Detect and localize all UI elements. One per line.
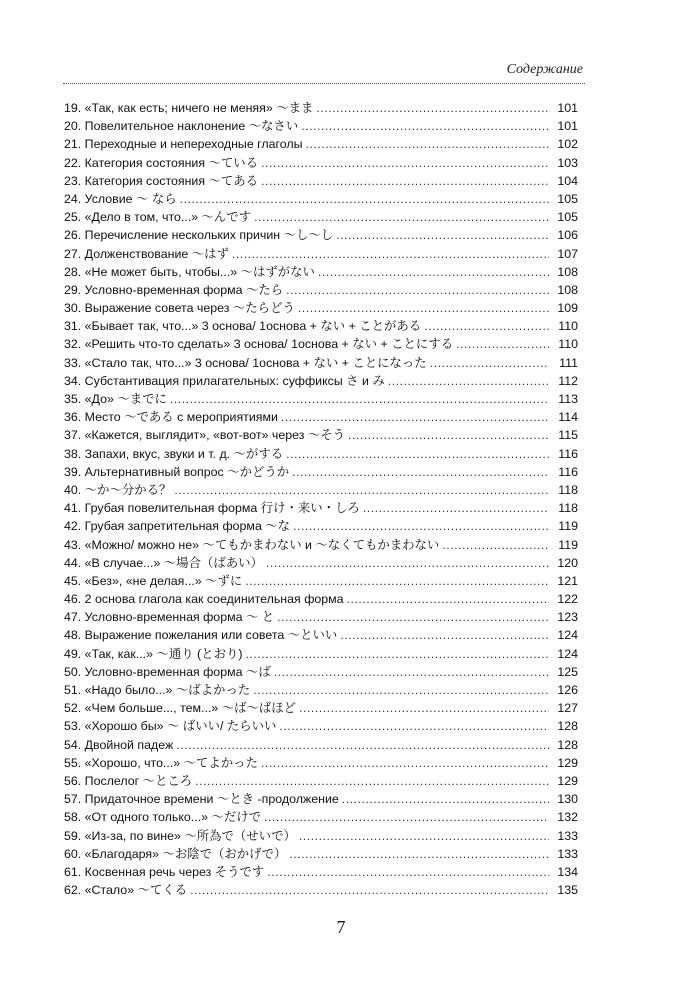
table-of-contents [64, 99, 578, 899]
toc-entry [64, 208, 578, 226]
toc-entry-title: 45. «Без», «не делая...» 〜ずに [64, 573, 243, 588]
toc-entry-title: 20. Повелительное наклонение 〜なさい [64, 119, 299, 134]
toc-dot-leader [347, 590, 549, 608]
toc-entry [64, 772, 578, 790]
toc-dot-leader [299, 827, 549, 845]
toc-dot-leader [306, 135, 549, 153]
toc-entry-title: 59. «Из-за, по вине» 〜所為で（せいで） [64, 828, 296, 843]
toc-entry-title: 44. «В случае...» 〜場合（ばあい） [64, 555, 263, 570]
toc-entry-page: 105 [557, 210, 578, 225]
toc-dot-leader [176, 736, 549, 754]
toc-entry-page: 114 [558, 410, 578, 425]
toc-entry-page: 122 [557, 592, 578, 607]
toc-entry [64, 317, 578, 335]
toc-entry-title: 21. Переходные и непереходные глаголы [64, 137, 303, 152]
toc-entry [64, 172, 578, 190]
toc-entry-title: 40. 〜か〜分かる？ [64, 482, 172, 497]
toc-entry [64, 536, 578, 554]
toc-entry-page: 129 [557, 755, 578, 770]
toc-entry [64, 717, 578, 735]
toc-entry-page: 108 [557, 282, 578, 297]
toc-entry-title: 26. Перечисление нескольких причин 〜し〜し [64, 228, 334, 243]
toc-dot-leader [289, 845, 549, 863]
toc-dot-leader [340, 626, 549, 644]
toc-entry-title: 48. Выражение пожелания или совета 〜といい [64, 628, 338, 643]
toc-dot-leader [299, 699, 549, 717]
toc-dot-leader [316, 99, 549, 117]
toc-entry [64, 845, 578, 863]
toc-entry-page: 134 [557, 864, 578, 879]
toc-entry-page: 124 [557, 628, 578, 643]
page-number: 7 [336, 917, 346, 937]
toc-entry-page: 120 [557, 555, 578, 570]
toc-dot-leader [456, 335, 549, 353]
toc-dot-leader [293, 517, 549, 535]
toc-dot-leader [430, 354, 549, 372]
toc-entry [64, 245, 578, 263]
toc-entry-title: 52. «Чем больше..., тем...» 〜ば〜ばほど [64, 701, 297, 716]
toc-entry [64, 881, 578, 899]
toc-dot-leader [195, 772, 549, 790]
toc-entry-page: 128 [557, 737, 578, 752]
toc-entry [64, 299, 578, 317]
toc-entry-page: 123 [557, 610, 578, 625]
toc-entry-page: 103 [557, 155, 578, 170]
toc-entry-title: 56. Послелог 〜ところ [64, 773, 193, 788]
toc-entry [64, 426, 578, 444]
toc-entry [64, 517, 578, 535]
toc-entry-page: 133 [557, 846, 578, 861]
toc-dot-leader [266, 554, 549, 572]
toc-entry [64, 354, 578, 372]
toc-dot-leader [292, 463, 549, 481]
toc-dot-leader [348, 426, 549, 444]
toc-entry [64, 372, 578, 390]
toc-entry-title: 34. Субстантивация прилагательных: суффиксы さ и み [64, 373, 385, 388]
toc-entry [64, 754, 578, 772]
toc-entry [64, 154, 578, 172]
toc-entry [64, 645, 578, 663]
toc-entry-page: 118 [558, 501, 578, 516]
toc-entry-page: 132 [557, 810, 578, 825]
toc-entry-title: 57. Придаточное времени 〜とき -продолжение [64, 792, 339, 807]
toc-entry-page: 111 [559, 355, 578, 370]
toc-entry [64, 554, 578, 572]
toc-entry-title: 39. Альтернативный вопрос 〜かどうか [64, 464, 290, 479]
toc-entry-page: 110 [558, 319, 578, 334]
toc-entry-title: 33. «Стало так, что...» 3 основа/ 1основа + ない + ことになった [64, 355, 427, 370]
toc-entry-title: 35. «До» 〜までに [64, 392, 167, 406]
toc-entry-page: 129 [557, 773, 578, 788]
toc-entry-page: 106 [557, 228, 578, 243]
toc-dot-leader [245, 572, 549, 590]
toc-entry-title: 24. Условие 〜 なら [64, 191, 177, 206]
toc-dot-leader [190, 881, 549, 899]
toc-entry-page: 128 [557, 719, 578, 734]
toc-entry-page: 118 [558, 482, 578, 497]
toc-entry-page: 126 [557, 683, 578, 697]
toc-entry [64, 736, 578, 754]
toc-entry [64, 190, 578, 208]
toc-entry-page: 110 [558, 337, 578, 352]
toc-entry [64, 463, 578, 481]
toc-dot-leader [253, 681, 549, 699]
toc-entry-title: 42. Грубая запретительная форма 〜な [64, 519, 291, 534]
toc-dot-leader [245, 645, 549, 663]
toc-entry [64, 590, 578, 608]
toc-dot-leader [388, 372, 549, 390]
toc-entry [64, 499, 578, 517]
toc-entry [64, 263, 578, 281]
toc-entry-page: 119 [558, 519, 578, 534]
toc-entry-page: 121 [557, 573, 578, 588]
toc-entry-page: 101 [557, 119, 578, 134]
toc-entry-title: 25. «Дело в том, что...» 〜んです [64, 210, 252, 225]
toc-dot-leader [336, 226, 549, 244]
toc-dot-leader [277, 608, 549, 626]
toc-entry [64, 790, 578, 808]
toc-entry-title: 29. Условно-временная форма 〜たら [64, 282, 284, 297]
toc-entry-page: 108 [557, 264, 578, 279]
toc-entry-title: 41. Грубая повелительная форма 行け・来い・しろ [64, 501, 360, 516]
toc-entry [64, 863, 578, 881]
toc-dot-leader [442, 536, 549, 554]
toc-dot-leader [232, 245, 549, 263]
toc-dot-leader [274, 663, 549, 681]
toc-entry-page: 101 [557, 101, 578, 115]
toc-entry-title: 30. Выражение совета через 〜たらどう [64, 301, 295, 316]
header-title: Содержание [506, 62, 583, 77]
toc-dot-leader [342, 790, 549, 808]
toc-entry-page: 116 [558, 446, 578, 461]
toc-dot-leader [174, 481, 549, 499]
toc-entry-page: 119 [558, 537, 578, 552]
toc-entry [64, 827, 578, 845]
toc-dot-leader [298, 299, 549, 317]
toc-entry-page: 105 [557, 191, 578, 206]
toc-entry-page: 125 [557, 664, 578, 679]
toc-entry [64, 445, 578, 463]
toc-entry [64, 608, 578, 626]
toc-entry [64, 808, 578, 826]
header-dotted-rule [63, 83, 585, 84]
toc-entry [64, 135, 578, 153]
toc-dot-leader [363, 499, 549, 517]
toc-entry-title: 28. «Не может быть, чтобы...» 〜はずがない [64, 264, 315, 279]
toc-entry-page: 133 [557, 828, 578, 843]
toc-entry-title: 27. Долженствование 〜はず [64, 246, 229, 261]
toc-dot-leader [286, 281, 549, 299]
toc-entry [64, 390, 578, 408]
toc-entry-title: 60. «Благодаря» 〜お陰で（おかげで） [64, 846, 287, 861]
toc-entry-title: 51. «Надо было...» 〜ばよかった [64, 683, 251, 697]
toc-entry-page: 107 [557, 246, 578, 261]
toc-entry-page: 115 [558, 428, 578, 443]
toc-entry-title: 49. «Так, как...» 〜通り (とおり) [64, 646, 243, 661]
toc-entry-page: 104 [557, 173, 578, 188]
toc-entry-title: 31. «Бывает так, что...» 3 основа/ 1основа + ない + ことがある [64, 319, 422, 334]
toc-dot-leader [301, 117, 549, 135]
toc-entry-title: 53. «Хорошо бы» 〜 ばいい/ たらいい [64, 719, 277, 734]
toc-dot-leader [261, 154, 549, 172]
toc-entry-page: 113 [558, 392, 578, 406]
toc-entry-title: 55. «Хорошо, что...» 〜てよかった [64, 755, 258, 770]
running-header [63, 62, 585, 82]
toc-entry-title: 58. «От одного только...» 〜だけで [64, 810, 261, 825]
toc-entry [64, 626, 578, 644]
toc-entry [64, 481, 578, 499]
toc-entry-title: 36. Место 〜である с мероприятиями [64, 410, 278, 425]
toc-entry-title: 38. Запахи, вкус, звуки и т. д. 〜がする [64, 446, 284, 461]
toc-entry-title: 47. Условно-временная форма 〜 と [64, 610, 275, 625]
toc-entry-page: 124 [557, 646, 578, 661]
toc-entry [64, 663, 578, 681]
toc-entry-title: 43. «Можно/ можно не» 〜てもかまわない и 〜なくてもかまわない [64, 537, 440, 552]
toc-dot-leader [281, 408, 549, 426]
toc-entry-page: 130 [557, 792, 578, 807]
toc-dot-leader [261, 754, 549, 772]
toc-dot-leader [264, 808, 549, 826]
toc-entry-page: 135 [557, 883, 578, 898]
toc-entry [64, 408, 578, 426]
toc-entry-page: 109 [557, 301, 578, 316]
toc-dot-leader [318, 263, 549, 281]
toc-dot-leader [267, 863, 549, 881]
toc-dot-leader [286, 445, 549, 463]
toc-entry [64, 572, 578, 590]
toc-entry [64, 117, 578, 135]
toc-entry-title: 22. Категория состояния 〜ている [64, 155, 259, 170]
toc-dot-leader [279, 717, 549, 735]
toc-dot-leader [170, 390, 549, 408]
toc-entry-title: 61. Косвенная речь через そうです [64, 864, 265, 879]
toc-entry [64, 699, 578, 717]
toc-entry-page: 102 [557, 137, 578, 152]
toc-dot-leader [180, 190, 549, 208]
toc-entry-title: 19. «Так, как есть; ничего не меняя» 〜まま [64, 101, 314, 115]
toc-entry-title: 62. «Стало» 〜てくる [64, 883, 188, 898]
toc-entry-title: 37. «Кажется, выглядит», «вот-вот» через 〜そう [64, 428, 346, 443]
toc-dot-leader [261, 172, 549, 190]
toc-entry-page: 112 [558, 373, 578, 388]
toc-entry-title: 50. Условно-временная форма 〜ば [64, 664, 271, 679]
toc-entry [64, 99, 578, 117]
toc-entry-title: 23. Категория состояния 〜てある [64, 173, 259, 188]
toc-entry-page: 127 [557, 701, 578, 716]
toc-entry-title: 54. Двойной падеж [64, 737, 174, 752]
toc-entry [64, 335, 578, 353]
toc-dot-leader [254, 208, 549, 226]
toc-dot-leader [424, 317, 549, 335]
toc-entry-page: 116 [558, 464, 578, 479]
toc-entry [64, 226, 578, 244]
toc-entry [64, 681, 578, 699]
toc-entry-title: 46. 2 основа глагола как соединительная форма [64, 592, 344, 607]
toc-entry [64, 281, 578, 299]
toc-entry-title: 32. «Решить что-то сделать» 3 основа/ 1основа + ない + ことにする [64, 337, 454, 352]
